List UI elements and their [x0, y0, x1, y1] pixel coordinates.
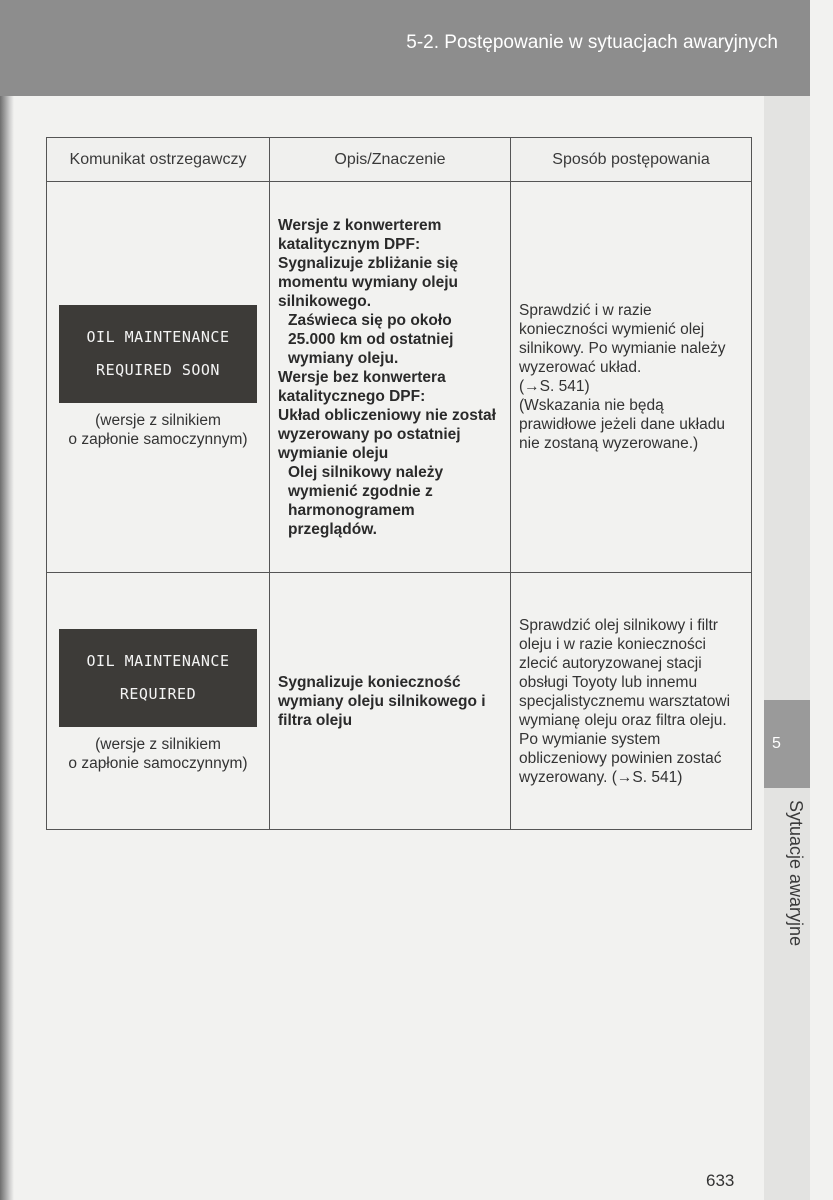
description-line: Wersje z konwerterem katalitycznym DPF:: [278, 216, 442, 253]
warning-messages-table: [46, 137, 752, 830]
page-number: 633: [706, 1171, 735, 1190]
description-line: Układ obliczeniowy nie został wyzerowany po ostatniej wymianie oleju: [278, 406, 496, 462]
description-line: Olej silnikowy należy wymienić zgodnie z harmonogramem przeglądów.: [288, 463, 444, 538]
engine-note-line-2: o zapłonie samoczynnym): [68, 755, 248, 772]
table-row: [47, 573, 752, 830]
page-binding-shadow: [0, 0, 14, 1200]
column-header-message: Komunikat ostrzegawczy: [47, 138, 270, 182]
action-line: (→S. 541): [519, 378, 590, 395]
lcd-line-2: REQUIRED SOON: [96, 361, 220, 379]
section-title: 5-2. Postępowanie w sytuacjach awaryjnych: [406, 32, 778, 53]
table-header-row: [47, 138, 752, 182]
description-cell: [270, 182, 511, 573]
action-cell: [511, 573, 752, 830]
action-cell: [511, 182, 752, 573]
engine-note: [47, 411, 269, 449]
description-line: Sygnalizuje konieczność wymiany oleju silnikowego i filtra oleju: [278, 673, 486, 729]
engine-note: [47, 735, 269, 773]
chapter-number: 5: [772, 735, 781, 752]
action-line: (Wskazania nie będą prawidłowe jeżeli dane układu nie zostaną wyzerowane.): [519, 397, 725, 452]
action-line: Sprawdzić olej silnikowy i filtr oleju i w razie konieczności zlecić autoryzowanej stacji obsługi Toyoty lub innemu specjalistycznemu warsztatowi wymianę oleju oraz filtra oleju. Po wymianie system obliczeniowy powinien zostać wyzerowany. (→S. 541): [519, 616, 731, 786]
message-cell: [47, 573, 270, 830]
lcd-line-2: REQUIRED: [119, 685, 197, 703]
action-line: Sprawdzić i w razie konieczności wymienić olej silnikowy. Po wymianie należy wyzerować układ.: [519, 302, 726, 376]
column-header-description: Opis/Znaczenie: [270, 138, 511, 182]
engine-note-line-1: (wersje z silnikiem: [95, 412, 221, 429]
chapter-tab: [764, 700, 810, 788]
description-line: Sygnalizuje zbliżanie się momentu wymiany oleju silnikowego.: [278, 254, 459, 310]
lcd-line-1: OIL MAINTENANCE: [86, 652, 230, 670]
section-header: [0, 0, 810, 96]
description-line: Zaświeca się po około 25.000 km od ostatniej wymiany oleju.: [288, 311, 454, 367]
lcd-warning-display: [59, 305, 257, 403]
lcd-warning-display: [59, 629, 257, 727]
description-cell: [270, 573, 511, 830]
table-row: [47, 182, 752, 573]
column-header-action: Sposób postępowania: [511, 138, 752, 182]
lcd-line-1: OIL MAINTENANCE: [86, 328, 230, 346]
description-line: Wersje bez konwertera katalitycznego DPF:: [278, 368, 446, 405]
chapter-label: Sytuacje awaryjne: [786, 800, 806, 947]
side-strip: [764, 96, 810, 1200]
engine-note-line-1: (wersje z silnikiem: [95, 736, 221, 753]
engine-note-line-2: o zapłonie samoczynnym): [68, 431, 248, 448]
message-cell: [47, 182, 270, 573]
